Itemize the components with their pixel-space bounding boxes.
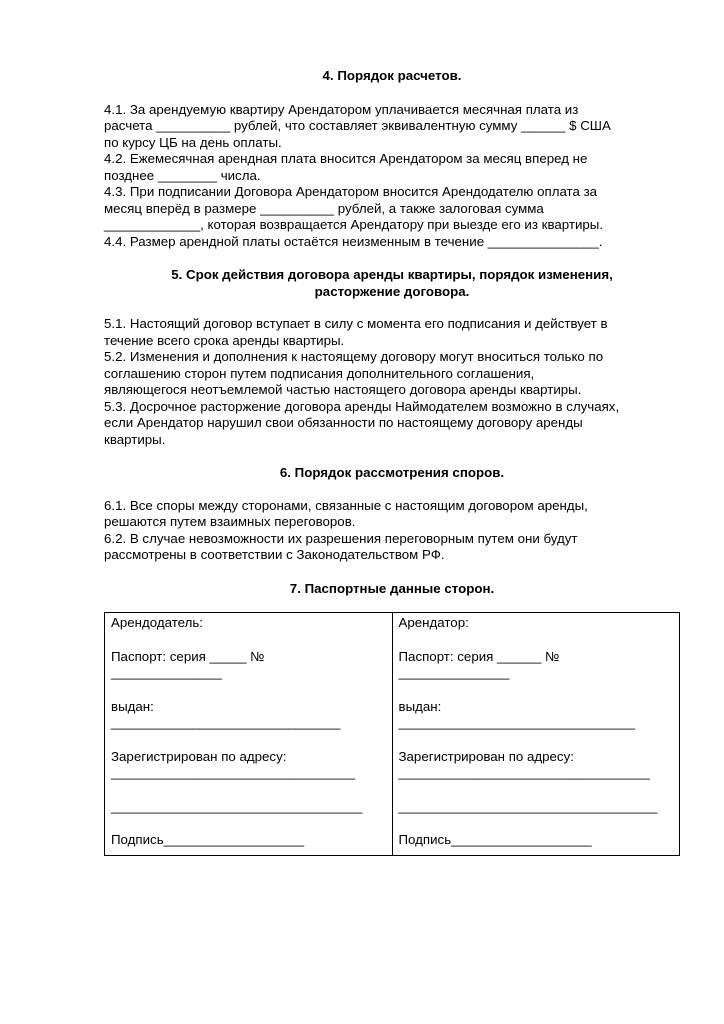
section-5-line: соглашению сторон путем подписания дополнительного соглашения, [104, 365, 535, 381]
section-4-line: позднее ________ числа. [104, 167, 261, 183]
section-4-line: расчета __________ рублей, что составляет эквивалентную сумму ______ $ США [104, 118, 611, 133]
tenant-cell [392, 613, 680, 856]
section-5-line: течение всего срока аренды квартиры. [104, 332, 345, 348]
tenant-registered-line: __________________________________ [398, 765, 650, 780]
section-4-title: 4. Порядок расчетов. [322, 68, 462, 83]
tenant-passport-line: _______________ [398, 665, 510, 680]
section-6-body [104, 498, 680, 564]
section-5-line: 5.2. Изменения и дополнения к настоящему договору могут вноситься только по [104, 349, 604, 364]
section-4-line: по курсу ЦБ на день оплаты. [104, 134, 282, 150]
section-4-line: 4.3. При подписании Договора Арендатором вносится Арендодателю оплата за [104, 184, 598, 199]
section-5-title [104, 267, 680, 300]
tenant-issued-line: ________________________________ [398, 715, 636, 730]
section-6-line: решаются путем взаимных переговоров. [104, 514, 356, 529]
passport-table [104, 612, 680, 856]
section-5-body [104, 316, 680, 448]
tenant-registered: Зарегистрирован по адресу: [398, 748, 574, 764]
section-4-body [104, 102, 680, 251]
landlord-registered: Зарегистрирован по адресу: [111, 748, 287, 764]
landlord-passport: Паспорт: серия _____ № [111, 648, 265, 664]
landlord-registered-line: __________________________________ [111, 798, 363, 814]
tenant-signature: Подпись___________________ [398, 832, 592, 847]
landlord-signature: Подпись___________________ [111, 832, 305, 847]
section-5-title-line: расторжение договора. [314, 283, 470, 299]
landlord-registered-line: _________________________________ [111, 765, 356, 780]
section-4-line: 4.4. Размер арендной платы остаётся неизменным в течение _______________. [104, 233, 603, 249]
tenant-label: Арендатор: [398, 615, 469, 630]
section-5-line: если Арендатор нарушил свои обязанности по настоящему договору аренды [104, 415, 583, 430]
landlord-issued: выдан: [111, 698, 154, 714]
section-4-line: месяц вперёд в размере __________ рублей, а также залоговая сумма [104, 200, 544, 216]
landlord-passport-line: _______________ [111, 665, 222, 680]
section-6-line: 6.1. Все споры между сторонами, связанные с настоящим договором аренды, [104, 497, 588, 513]
tenant-passport: Паспорт: серия ______ № [398, 648, 560, 664]
section-5-title-line: 5. Срок действия договора аренды квартиры, порядок изменения, [171, 267, 613, 282]
document-page [104, 62, 680, 856]
tenant-issued: выдан: [398, 698, 442, 714]
landlord-label: Арендодатель: [111, 615, 204, 630]
section-5-line: 5.1. Настоящий договор вступает в силу с момента его подписания и действует в [104, 316, 608, 331]
landlord-issued-line: _______________________________ [111, 715, 341, 730]
section-5-line: квартиры. [104, 431, 166, 447]
section-7-title: 7. Паспортные данные сторон. [289, 580, 495, 596]
section-4-line: _____________, которая возвращается Арендатору при выезде его из квартиры. [104, 217, 604, 232]
section-4-line: 4.1. За арендуемую квартиру Арендатором уплачивается месячная плата из [104, 101, 579, 117]
section-6-title: 6. Порядок рассмотрения споров. [279, 465, 505, 480]
section-6-line: рассмотрены в соответствии с Законодательством РФ. [104, 547, 445, 562]
section-4-line: 4.2. Ежемесячная арендная плата вносится Арендатором за месяц вперед не [104, 151, 588, 166]
landlord-cell [105, 613, 393, 856]
section-5-line: 5.3. Досрочное расторжение договора аренды Наймодателем возможно в случаях, [104, 398, 620, 414]
section-6-line: 6.2. В случае невозможности их разрешения переговорным путем они будут [104, 530, 578, 546]
section-5-line: являющегося неотъемлемой частью настоящего договора аренды квартиры. [104, 382, 582, 397]
tenant-registered-line: ___________________________________ [398, 798, 658, 814]
